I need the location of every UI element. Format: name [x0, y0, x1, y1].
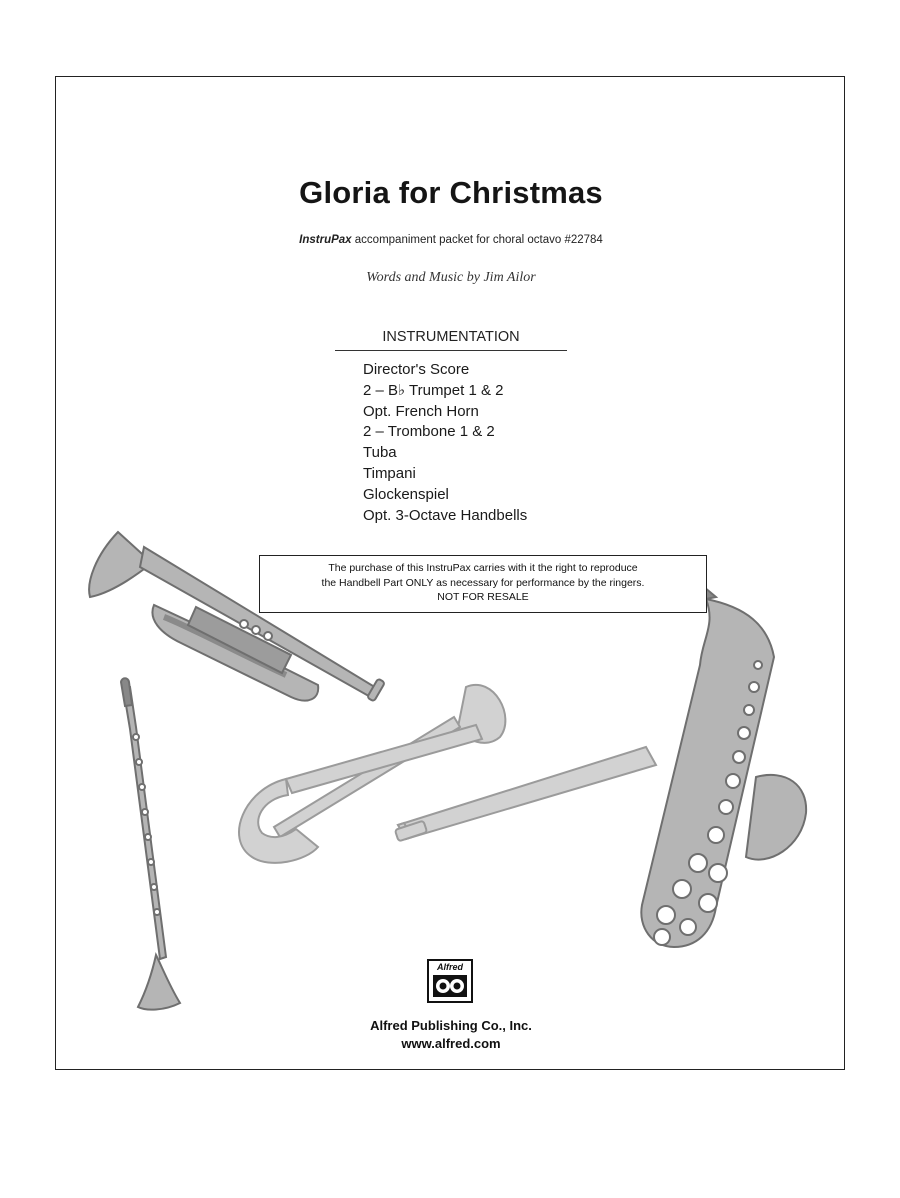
- instrument-item: 2 – Trombone 1 & 2: [363, 423, 495, 441]
- instrument-item: Director's Score: [363, 361, 470, 378]
- notice-line-3: NOT FOR RESALE: [437, 591, 529, 603]
- saxophone-icon: [641, 587, 806, 947]
- logo-mark-icon: [429, 961, 471, 1001]
- instrumentation-heading: INSTRUMENTATION: [335, 329, 567, 351]
- instrumentation-list: [363, 360, 527, 526]
- instrument-item: Glockenspiel: [363, 485, 449, 503]
- instrument-item: Tuba: [363, 444, 397, 462]
- page-title: Gloria for Christmas: [299, 175, 603, 210]
- subtitle: [56, 234, 846, 246]
- instrument-item: 2 – B♭ Trumpet 1 & 2: [363, 381, 504, 399]
- alfred-logo: [427, 959, 473, 1003]
- notice-line-1: The purchase of this InstruPax carries with it the right to reproduce: [328, 562, 638, 574]
- composer-credit: Words and Music by Jim Ailor: [366, 270, 536, 285]
- trombone-icon: [239, 685, 656, 863]
- instrument-item: Timpani: [363, 464, 416, 482]
- notice-line-2: the Handbell Part ONLY as necessary for performance by the ringers.: [321, 576, 645, 589]
- logo-text: Alfred: [436, 962, 463, 972]
- cover-page: [55, 76, 845, 1070]
- instrument-item: Opt. French Horn: [363, 402, 479, 420]
- subtitle-brand: InstruPax: [299, 234, 352, 246]
- publisher-website: www.alfred.com: [401, 1036, 501, 1051]
- reproduction-notice: [259, 555, 707, 613]
- clarinet-icon: [121, 678, 180, 1009]
- instrument-item: Opt. 3-Octave Handbells: [363, 506, 528, 524]
- publisher-name: Alfred Publishing Co., Inc.: [370, 1018, 532, 1033]
- subtitle-text: accompaniment packet for choral octavo #22784: [351, 234, 603, 246]
